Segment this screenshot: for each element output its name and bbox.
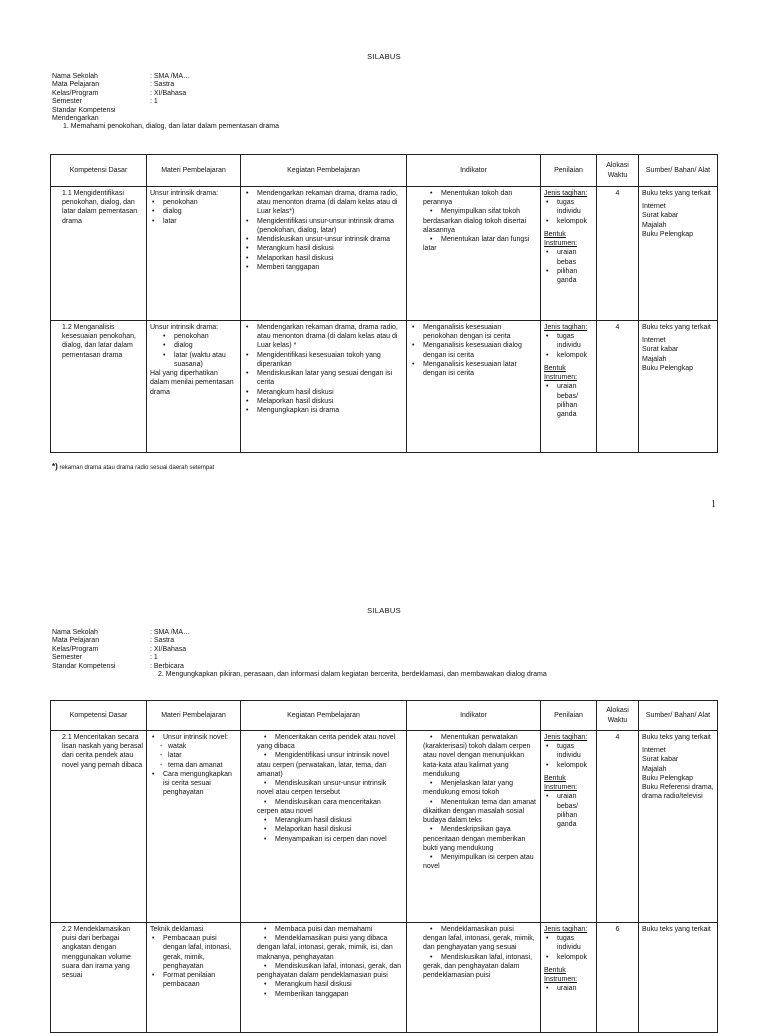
list-item: • Merangkum hasil diskusi xyxy=(253,816,403,825)
list-item: • Mengidentifikasi unsur-unsur intrinsik drama (penokohan, dialog, latar) xyxy=(253,217,403,235)
list-item: • Mendiskusikan latar yang sesuai dengan isi cerita xyxy=(253,369,403,387)
list-item: • kelompok xyxy=(553,761,593,770)
meta-value: : 1 xyxy=(150,98,158,106)
list-item: • Menentukan tokoh dan perannya xyxy=(419,189,537,207)
table-header xyxy=(51,155,718,187)
list-item: • Merangkum hasil diskusi xyxy=(253,980,403,989)
list-item: • dialog xyxy=(159,207,237,216)
list-item: • Menentukan tema dan amanat dikaitkan dengan masalah sosial budaya dalam teks xyxy=(419,798,537,826)
page-title: SILABUS xyxy=(367,606,401,615)
table-row xyxy=(51,923,718,1033)
penilaian-cell xyxy=(541,923,597,1033)
sumber-cell xyxy=(639,923,718,1033)
list-item: • Melaporkan hasil diskusi xyxy=(253,397,403,406)
list-item: • penokohan xyxy=(170,332,237,341)
sumber-item: Majalah xyxy=(642,355,667,363)
header-kompetensi: Kompetensi Dasar xyxy=(51,701,147,731)
list-item: • uraian bebas/ pilihan ganda xyxy=(553,382,593,419)
standar-kompetensi: 1. Memahami penokohan, dialog, dan latar dalam pementasan drama xyxy=(63,123,279,131)
list-item: • Mengidentifikasi kesesuaian tokoh yang diperankan xyxy=(253,351,403,369)
list-item: • kelompok xyxy=(553,953,593,962)
list-item: • Pembacaan puisi dengan lafal, intonasi, gerak, mimik, penghayatan xyxy=(159,934,237,971)
penilaian-cell xyxy=(541,321,597,453)
bentuk-label: Bentuk Instrumen: xyxy=(544,230,578,248)
kegiatan-cell xyxy=(241,923,407,1033)
header-materi: Materi Pembelajaran xyxy=(147,701,241,731)
meta-key: Mata Pelajaran xyxy=(52,637,100,645)
list-item: • uraian xyxy=(553,984,593,993)
list-item: • Mendengarkan rekaman drama, drama radio, atau menonton drama (di dalam kelas atau di Luar kelas) * xyxy=(253,323,403,351)
materi-head: Teknik deklamasi xyxy=(150,926,204,933)
identity-block xyxy=(52,628,692,678)
sumber-cell xyxy=(639,731,718,923)
list-item: - watak xyxy=(168,742,237,751)
list-item: • pilihan ganda xyxy=(553,267,593,285)
sumber-item: Internet xyxy=(642,203,666,211)
kegiatan-cell xyxy=(241,187,407,321)
alokasi-cell: 4 xyxy=(597,187,639,321)
list-item: • Cara mengungkapkan isi cerita sesuai penghayatan xyxy=(159,770,237,798)
meta-key: Mendengarkan xyxy=(52,114,99,122)
kd-text: 1.2 Menganalisis kesesuaian penokohan, dialog, dan latar dalam pementasan drama xyxy=(62,324,136,359)
list-item: • Menyampaikan isi cerpen dan novel xyxy=(253,835,403,844)
list-item: • uraian bebas/ pilihan ganda xyxy=(553,792,593,829)
list-item: • Menganalisis kesesuaian dialog dengan isi cerita xyxy=(419,341,537,359)
list-item: • Menyimpulkan sifat tokoh berdasarkan dialog tokoh disertai alasannya xyxy=(419,207,537,235)
kd-cell xyxy=(51,187,147,321)
list-item: • Menganalisis kesesuaian latar dengan isi cerita xyxy=(419,360,537,378)
meta-value: : XI/Bahasa xyxy=(150,89,187,97)
list-item: • Memberikan tanggapan xyxy=(253,990,403,999)
sumber-item: Buku Pelengkap xyxy=(642,774,693,782)
sumber-item: Buku teks yang terkait xyxy=(642,190,711,197)
sumber-item: Buku Pelengkap xyxy=(642,230,693,238)
list-item: - latar xyxy=(168,751,237,760)
syllabus-table xyxy=(50,154,718,453)
list-item: • Mendeskripsikan gaya penceritaan dengan memberikan bukti yang mendukung xyxy=(419,825,537,853)
list-item: • Mendengarkan rekaman drama, drama radio, atau menonton drama (di dalam kelas atau di Luar kelas*) xyxy=(253,189,403,217)
kegiatan-cell xyxy=(241,321,407,453)
materi-cell xyxy=(147,923,241,1033)
list-item: • latar (waktu atau suasana) xyxy=(170,351,237,369)
alokasi-cell: 4 xyxy=(597,321,639,453)
list-item: • Mendiskusikan lafal, intonasi, gerak, dan penghayatan dalam pendeklamasian puisi xyxy=(253,962,403,980)
list-item: • kelompok xyxy=(553,217,593,226)
indikator-cell xyxy=(407,731,541,923)
sumber-item: Surat kabar xyxy=(642,346,679,354)
list-item: • Mendeklamasikan puisi dengan lafal, intonasi, gerak, mimik, dan penghayatan yang sesuai xyxy=(419,925,537,953)
header-sumber: Sumber/ Bahan/ Alat xyxy=(639,155,718,187)
list-item: • Menjelaskan latar yang mendukung emosi tokoh xyxy=(419,779,537,797)
list-item: • Menganalisis kesesuaian penokohan dengan isi cerita xyxy=(419,323,537,341)
meta-key: Nama Sekolah xyxy=(52,629,98,636)
footnote-text: rekaman drama atau drama radio sesuai daerah setempat xyxy=(59,465,215,471)
jenis-label: Jenis tagihan: xyxy=(544,734,588,741)
footnote-mark: *) xyxy=(52,462,58,471)
list-item: • Mendeklamasikan puisi yang dibaca dengan lafal, intonasi, gerak, mimik, isi, dan maknanya, penghayatan xyxy=(253,934,403,962)
sumber-item: Surat kabar xyxy=(642,212,679,220)
list-item: • tugas individu xyxy=(553,742,593,760)
penilaian-cell xyxy=(541,187,597,321)
meta-key: Kelas/Program xyxy=(52,645,99,653)
list-item: • Mendiskusikan unsur-unsur intrinsik novel atau cerpen tersebut xyxy=(253,779,403,797)
list-item: • Unsur intrinsik novel: xyxy=(159,733,237,742)
materi-cell xyxy=(147,187,241,321)
indikator-cell xyxy=(407,321,541,453)
kd-text: 2.2 Mendeklamasikan puisi dari berbagai angkatan dengan menggunakan volume suara dan irama yang sesuai xyxy=(62,926,131,980)
list-item: • Melaporkan hasil diskusi xyxy=(253,254,403,263)
meta-key: Semester xyxy=(52,98,82,106)
kd-cell xyxy=(51,923,147,1033)
standar-kompetensi: 2. Mengungkapkan pikiran, perasaan, dan informasi dalam kegiatan bercerita, berdeklamasi, dan membawakan dialog drama xyxy=(158,670,547,678)
list-item: • Mendiskusikan unsur-unsur intrinsik drama xyxy=(253,235,403,244)
header-indikator: Indikator xyxy=(407,155,541,187)
bentuk-label: Bentuk Instrumen: xyxy=(544,774,578,792)
list-item: • Menentukan latar dan fungsi latar xyxy=(419,235,537,253)
list-item: • Mendiskusikan lafal, intonasi, gerak, dan penghayatan dalam pendeklamasian puisi xyxy=(419,953,537,981)
meta-key: Nama Sekolah xyxy=(52,73,98,80)
sumber-item: Buku teks yang terkait xyxy=(642,734,711,741)
list-item: • Menceritakan cerita pendek atau novel yang dibaca xyxy=(253,733,403,751)
meta-value: : SMA /MA… xyxy=(150,629,191,636)
meta-key: Kelas/Program xyxy=(52,89,99,97)
page-number: 1 xyxy=(711,499,716,510)
header-kegiatan: Kegiatan Pembelajaran xyxy=(241,155,407,187)
meta-value: : Berbicara xyxy=(150,662,184,670)
list-item: - tema dan amanat xyxy=(168,761,237,770)
materi-head: Unsur intrinsik drama: xyxy=(150,324,219,331)
meta-key: Mata Pelajaran xyxy=(52,81,100,89)
list-item: • tugas individu xyxy=(553,332,593,350)
page-title: SILABUS xyxy=(367,52,401,61)
syllabus-table xyxy=(50,700,718,1033)
list-item: • Memberi tanggapan xyxy=(253,263,403,272)
penilaian-cell xyxy=(541,731,597,923)
list-item: • Merangkum hasil diskusi xyxy=(253,244,403,253)
meta-key: Semester xyxy=(52,654,82,662)
header-penilaian: Penilaian xyxy=(541,701,597,731)
kd-cell xyxy=(51,731,147,923)
list-item: • kelompok xyxy=(553,351,593,360)
sumber-item: Majalah xyxy=(642,221,667,229)
list-item: • Menentukan perwatakan (karakterisasi) tokoh dalam cerpen atau novel dengan menunjukkan kata-kata atau kalimat yang mendukung xyxy=(419,733,537,779)
list-item: • latar xyxy=(159,217,237,226)
list-item: • Membaca puisi dan memahami xyxy=(253,925,403,934)
sumber-item: Internet xyxy=(642,337,666,345)
kd-cell xyxy=(51,321,147,453)
jenis-label: Jenis tagihan: xyxy=(544,324,588,331)
sumber-cell xyxy=(639,321,718,453)
sumber-item: Buku teks yang terkait xyxy=(642,324,711,331)
header-materi: Materi Pembelajaran xyxy=(147,155,241,187)
indikator-cell xyxy=(407,187,541,321)
list-item: • dialog xyxy=(170,341,237,350)
list-item: • Format penilaian pembacaan xyxy=(159,971,237,989)
header-kompetensi: Kompetensi Dasar xyxy=(51,155,147,187)
table-row xyxy=(51,187,718,321)
meta-key: Standar Kompetensi xyxy=(52,662,116,670)
list-item: • Mendiskusikan cara menceritakan cerpen atau novel xyxy=(253,798,403,816)
kd-text: 2.1 Menceritakan secara lisan naskah yang berasal dari cerita pendek atau novel yang pernah dibaca xyxy=(62,734,143,769)
sumber-item: Majalah xyxy=(642,765,667,773)
table-row xyxy=(51,731,718,923)
meta-value: : 1 xyxy=(150,654,158,662)
kegiatan-cell xyxy=(241,731,407,923)
list-item: • tugas individu xyxy=(553,934,593,952)
alokasi-cell: 6 xyxy=(597,923,639,1033)
alokasi-cell: 4 xyxy=(597,731,639,923)
list-item: • Mengungkapkan isi drama xyxy=(253,406,403,415)
jenis-label: Jenis tagihan: xyxy=(544,190,588,197)
list-item: • uraian bebas xyxy=(553,248,593,266)
list-item: • Menyimpulkan isi cerpen atau novel xyxy=(419,853,537,871)
materi-cell xyxy=(147,321,241,453)
list-item: • penokohan xyxy=(159,198,237,207)
identity-block xyxy=(52,72,692,131)
materi-head: Unsur intrinsik drama: xyxy=(150,190,219,197)
meta-value: : Sastra xyxy=(150,637,175,645)
materi-tail: Hal yang diperhatikan dalam menilai pementasan drama xyxy=(150,370,234,396)
header-alokasi: Alokasi Waktu xyxy=(597,155,639,187)
list-item: • tugas individu xyxy=(553,198,593,216)
list-item: • Merangkum hasil diskusi xyxy=(253,388,403,397)
kd-text: 1.1 Mengidentifikasi penokohan, dialog, dan latar dalam pementasan drama xyxy=(62,190,138,225)
table-row xyxy=(51,321,718,453)
meta-key: Standar Kompetensi xyxy=(52,106,116,114)
header-indikator: Indikator xyxy=(407,701,541,731)
table-header xyxy=(51,701,718,731)
header-penilaian: Penilaian xyxy=(541,155,597,187)
materi-cell xyxy=(147,731,241,923)
meta-value: : XI/Bahasa xyxy=(150,645,187,653)
meta-value: : SMA /MA… xyxy=(150,73,191,80)
list-item: • Mengidentifikasi unsur intrinsik novel atau cerpen (perwatakan, latar, tema, dan amanat) xyxy=(253,751,403,779)
sumber-item: Buku Pelengkap xyxy=(642,364,693,372)
sumber-cell xyxy=(639,187,718,321)
bentuk-label: Bentuk Instrumen: xyxy=(544,966,578,984)
list-item: • Melaporkan hasil diskusi xyxy=(253,825,403,834)
indikator-cell xyxy=(407,923,541,1033)
header-sumber: Sumber/ Bahan/ Alat xyxy=(639,701,718,731)
footnote xyxy=(52,462,214,473)
bentuk-label: Bentuk Instrumen: xyxy=(544,364,578,382)
sumber-item: Buku Referensi drama, drama radio/televisi xyxy=(642,784,714,801)
jenis-label: Jenis tagihan: xyxy=(544,926,588,933)
sumber-item: Internet xyxy=(642,747,666,755)
sumber-item: Surat kabar xyxy=(642,756,679,764)
header-kegiatan: Kegiatan Pembelajaran xyxy=(241,701,407,731)
meta-value: : Sastra xyxy=(150,81,175,89)
sumber-item: Buku teks yang terkait xyxy=(642,926,711,933)
header-alokasi: Alokasi Waktu xyxy=(597,701,639,731)
